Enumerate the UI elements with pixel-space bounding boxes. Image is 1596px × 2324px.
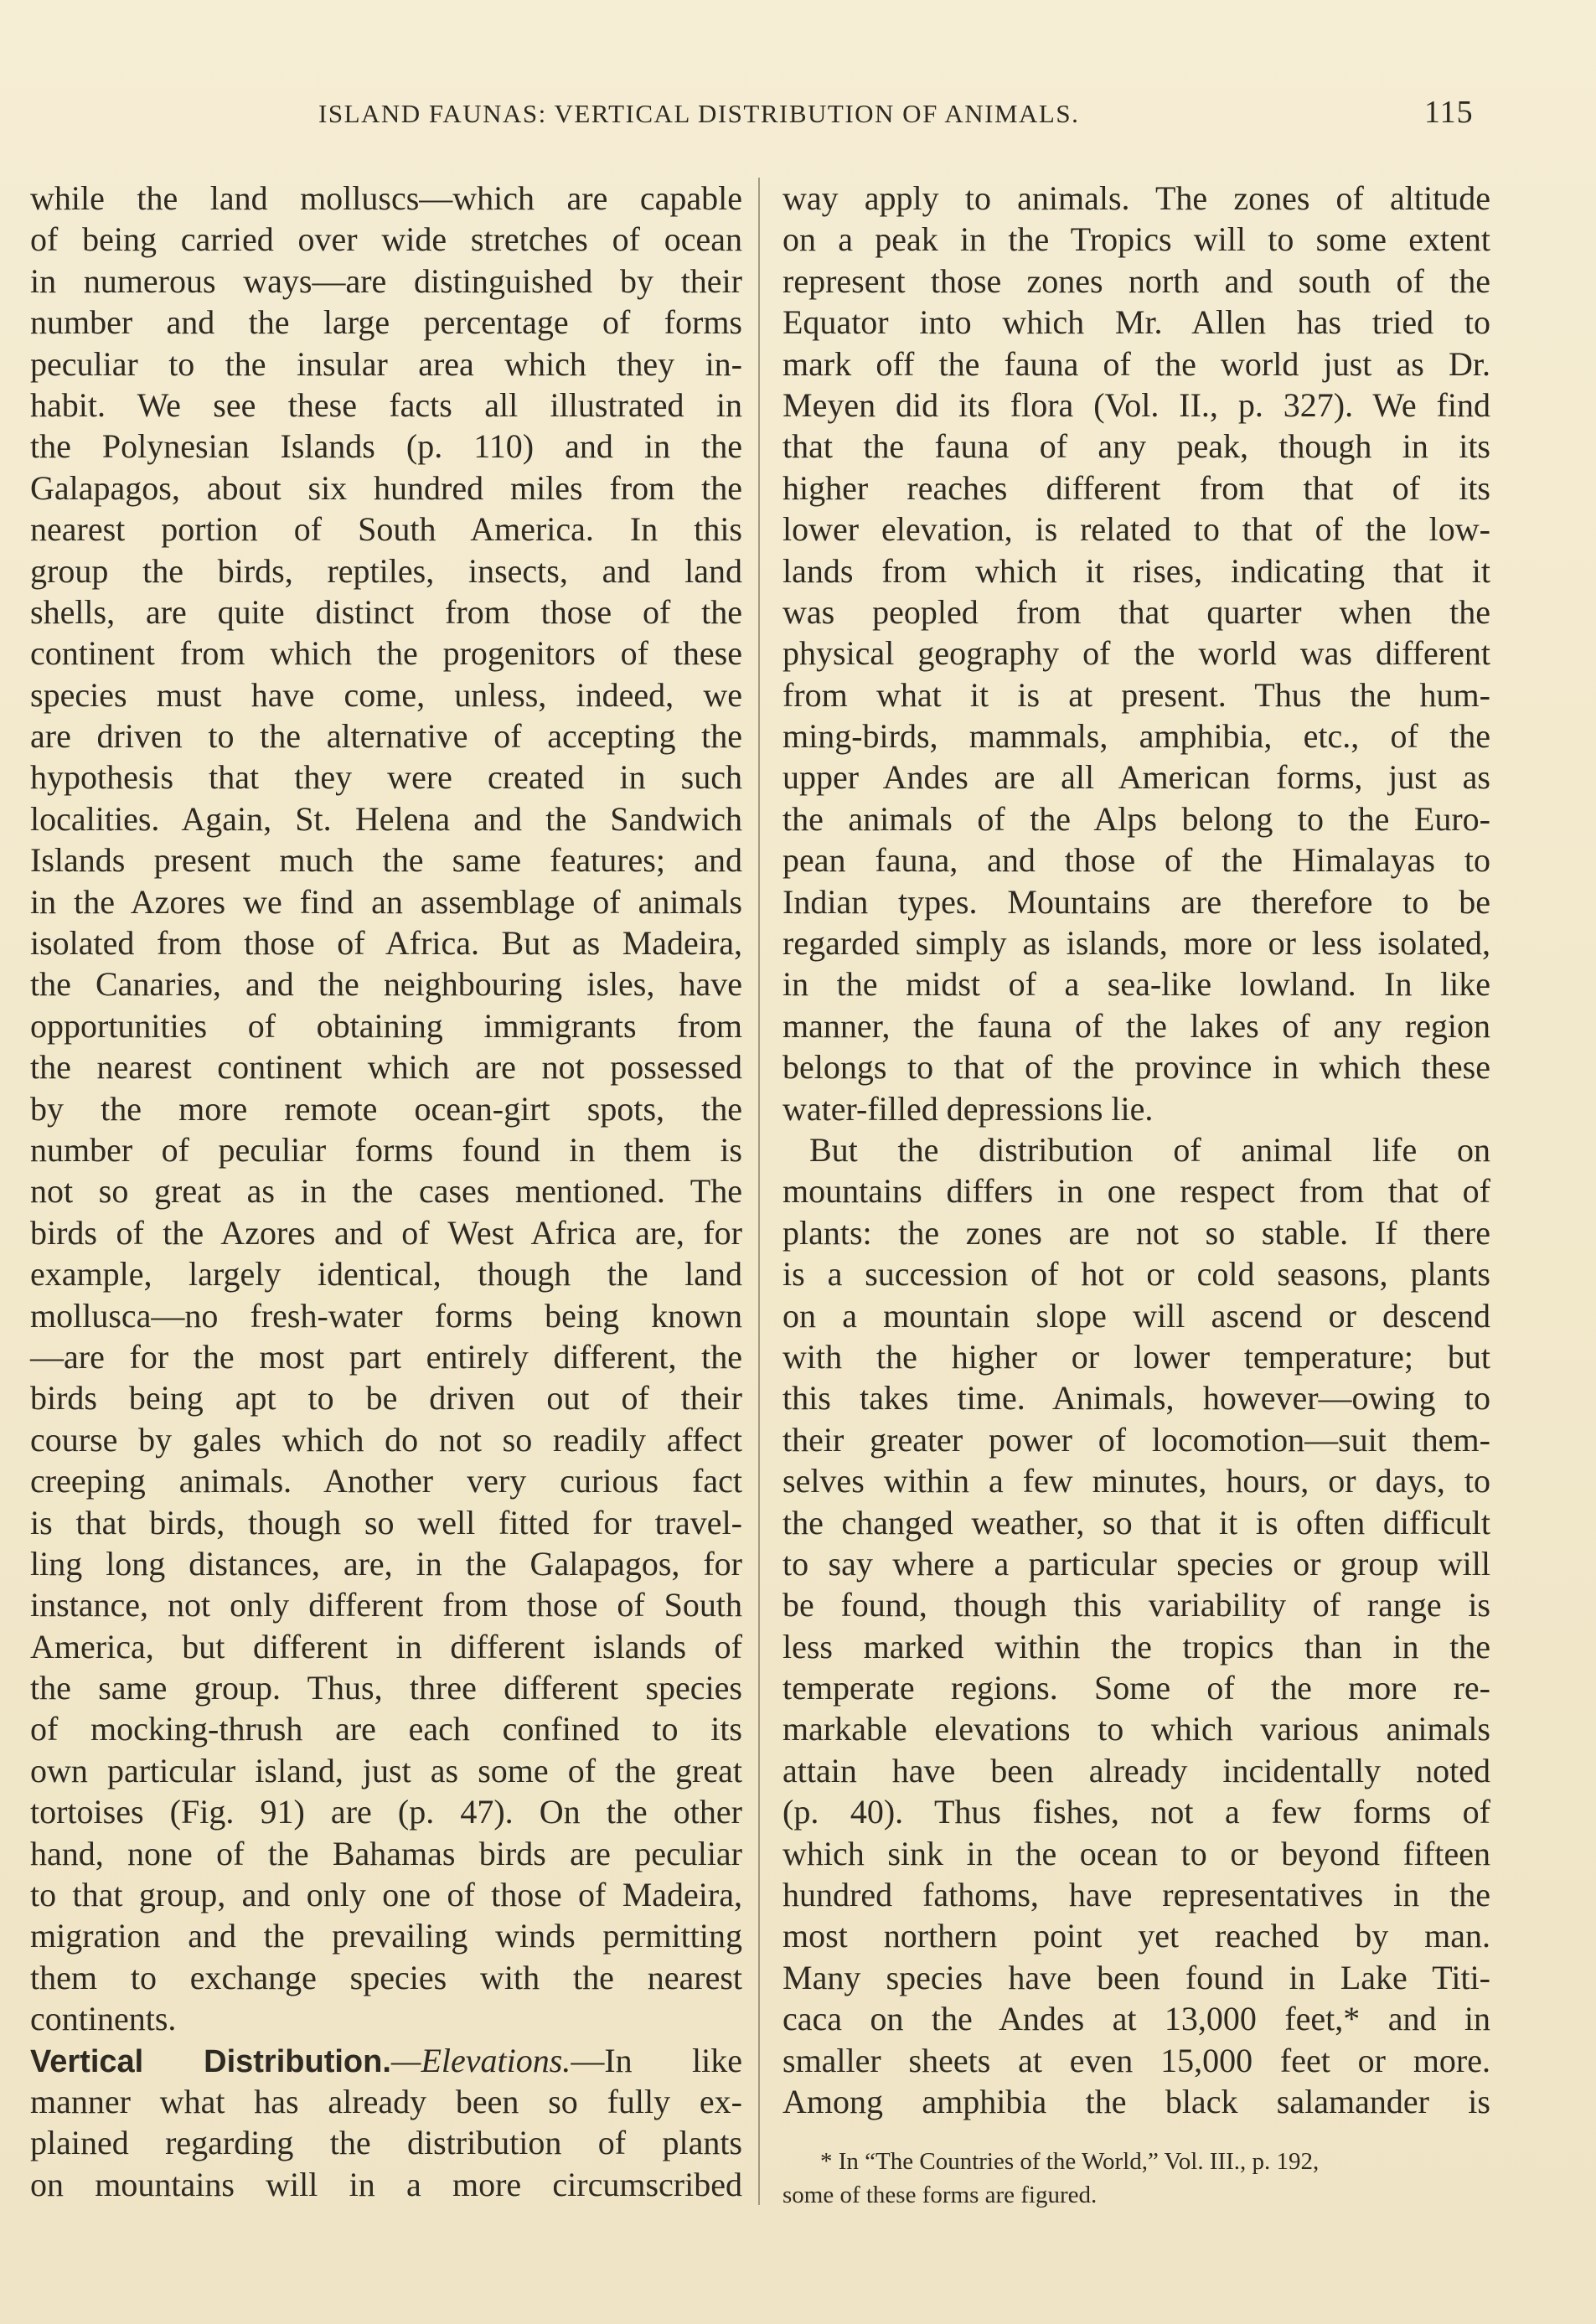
- text-line: higher reaches different from that of its: [783, 468, 1490, 507]
- left-column: [30, 178, 742, 2205]
- text-line: manner what has already been so fully ex-: [30, 2082, 742, 2120]
- page-number: 115: [1424, 95, 1474, 130]
- text-line: shells, are quite distinct from those of the: [30, 592, 742, 631]
- text-line: Equator into which Mr. Allen has tried to: [783, 303, 1490, 342]
- text-line: which sink in the ocean to or beyond fifteen: [783, 1834, 1490, 1872]
- text-line: in the midst of a sea-like lowland. In like: [783, 965, 1490, 1004]
- text-line: with the higher or lower temperature; but: [783, 1337, 1490, 1376]
- text-line: belongs to that of the province in which these: [783, 1048, 1490, 1087]
- text-line: hundred fathoms, have representatives in the: [783, 1876, 1490, 1914]
- text-line: on a mountain slope will ascend or descend: [783, 1296, 1490, 1335]
- text-line: hypothesis that they were created in such: [30, 758, 742, 797]
- text-line: lower elevation, is related to that of the low-: [783, 510, 1490, 549]
- text-line: ming-birds, mammals, amphibia, etc., of the: [783, 717, 1490, 756]
- text-line: physical geography of the world was different: [783, 634, 1490, 673]
- text-line: markable elevations to which various animals: [783, 1710, 1490, 1748]
- section-heading-line: [30, 2040, 742, 2081]
- text-line: temperate regions. Some of the more re-: [783, 1669, 1490, 1707]
- text-line: most northern point yet reached by man.: [783, 1917, 1490, 1955]
- text-line: own particular island, just as some of the great: [30, 1751, 742, 1789]
- text-line: Islands present much the same features; and: [30, 841, 742, 880]
- text-line: the changed weather, so that it is often difficult: [783, 1503, 1490, 1542]
- text-line: by the more remote ocean-girt spots, the: [30, 1089, 742, 1128]
- text-line: tortoises (Fig. 91) are (p. 47). On the other: [30, 1793, 742, 1831]
- text-line: pean fauna, and those of the Himalayas to: [783, 841, 1490, 880]
- text-line: water-filled depressions lie.: [783, 1089, 1154, 1128]
- text-line: Indian types. Mountains are therefore to be: [783, 882, 1490, 921]
- right-paragraph-2: [783, 1129, 1490, 2122]
- text-line: on mountains will in a more circumscribed: [30, 2165, 742, 2203]
- text-line: continents.: [30, 2000, 177, 2038]
- text-line: example, largely identical, though the land: [30, 1255, 742, 1294]
- text-line: peculiar to the insular area which they in-: [30, 344, 742, 383]
- text-line: is a succession of hot or cold seasons, plants: [783, 1255, 1490, 1294]
- text-line: less marked within the tropics than in the: [783, 1627, 1490, 1666]
- text-line: localities. Again, St. Helena and the Sandwich: [30, 799, 742, 838]
- text-line: that the fauna of any peak, though in its: [783, 427, 1490, 466]
- text-line: hand, none of the Bahamas birds are peculiar: [30, 1834, 742, 1872]
- text-line: plained regarding the distribution of plants: [30, 2124, 742, 2162]
- text-line: But the distribution of animal life on: [809, 1130, 1490, 1169]
- text-line: in the Azores we find an assemblage of animals: [30, 882, 742, 921]
- left-paragraph: [30, 178, 742, 2040]
- text-line: in numerous ways—are distinguished by their: [30, 261, 742, 300]
- text-line: while the land molluscs—which are capable: [30, 179, 742, 217]
- right-paragraph: [783, 178, 1490, 1129]
- text-line: the Polynesian Islands (p. 110) and in the: [30, 427, 742, 466]
- text-line: migration and the prevailing winds permitting: [30, 1917, 742, 1955]
- text-line: to that group, and only one of those of Madeira,: [30, 1876, 742, 1914]
- section-heading-rest: —In like: [571, 2041, 742, 2079]
- text-line: opportunities of obtaining immigrants from: [30, 1006, 742, 1045]
- text-line: on a peak in the Tropics will to some extent: [783, 220, 1490, 259]
- text-line: isolated from those of Africa. But as Madeira,: [30, 924, 742, 963]
- text-line: from what it is at present. Thus the hum-: [783, 675, 1490, 714]
- section-heading: Vertical Distribution.: [30, 2043, 391, 2079]
- text-line: attain have been already incidentally noted: [783, 1751, 1490, 1789]
- text-line: Among amphibia the black salamander is: [783, 2082, 1490, 2120]
- running-header: ISLAND FAUNAS: VERTICAL DISTRIBUTION OF ANIMALS.: [318, 99, 1080, 128]
- footnote: [783, 2145, 1490, 2212]
- section-subheading: —Elevations.: [390, 2041, 571, 2079]
- text-line: upper Andes are all American forms, just as: [783, 758, 1490, 797]
- text-line: birds being apt to be driven out of their: [30, 1379, 742, 1418]
- text-line: continent from which the progenitors of these: [30, 634, 742, 673]
- text-line: course by gales which do not so readily affect: [30, 1420, 742, 1459]
- text-line: America, but different in different islands of: [30, 1627, 742, 1666]
- text-line: selves within a few minutes, hours, or days, to: [783, 1462, 1490, 1500]
- text-line: number and the large percentage of forms: [30, 303, 742, 342]
- text-line: mark off the fauna of the world just as Dr.: [783, 344, 1490, 383]
- text-line: plants: the zones are not so stable. If there: [783, 1213, 1490, 1252]
- text-line: nearest portion of South America. In this: [30, 510, 742, 549]
- text-line: regarded simply as islands, more or less isolated,: [783, 924, 1490, 963]
- text-line: —are for the most part entirely different, the: [30, 1337, 742, 1376]
- right-column: [783, 178, 1490, 2122]
- text-line: are driven to the alternative of accepting the: [30, 717, 742, 756]
- text-line: to say where a particular species or group will: [783, 1544, 1490, 1583]
- text-line: the animals of the Alps belong to the Euro-: [783, 799, 1490, 838]
- footnote-line: some of these forms are figured.: [783, 2182, 1098, 2208]
- text-line: the Canaries, and the neighbouring isles, have: [30, 965, 742, 1004]
- text-line: species must have come, unless, indeed, we: [30, 675, 742, 714]
- text-line: was peopled from that quarter when the: [783, 592, 1490, 631]
- text-line: the nearest continent which are not possessed: [30, 1048, 742, 1087]
- text-line: of being carried over wide stretches of ocean: [30, 220, 742, 259]
- text-line: of mocking-thrush are each confined to its: [30, 1710, 742, 1748]
- text-line: (p. 40). Thus fishes, not a few forms of: [783, 1793, 1490, 1831]
- text-line: represent those zones north and south of the: [783, 261, 1490, 300]
- text-line: group the birds, reptiles, insects, and land: [30, 551, 742, 590]
- text-line: this takes time. Animals, however—owing to: [783, 1379, 1490, 1418]
- left-paragraph-continued: [30, 2081, 742, 2205]
- text-line: be found, though this variability of range is: [783, 1586, 1490, 1624]
- text-line: smaller sheets at even 15,000 feet or more.: [783, 2041, 1490, 2079]
- text-line: the same group. Thus, three different species: [30, 1669, 742, 1707]
- text-line: mollusca—no fresh-water forms being known: [30, 1296, 742, 1335]
- text-line: not so great as in the cases mentioned. The: [30, 1172, 742, 1211]
- text-line: them to exchange species with the nearest: [30, 1958, 742, 1996]
- text-line: instance, not only different from those of South: [30, 1586, 742, 1624]
- text-line: manner, the fauna of the lakes of any region: [783, 1006, 1490, 1045]
- text-line: way apply to animals. The zones of altitude: [783, 179, 1490, 217]
- text-line: is that birds, though so well fitted for travel-: [30, 1503, 742, 1542]
- text-line: caca on the Andes at 13,000 feet,* and in: [783, 2000, 1490, 2038]
- text-line: habit. We see these facts all illustrated in: [30, 385, 742, 424]
- text-line: creeping animals. Another very curious fact: [30, 1462, 742, 1500]
- text-line: number of peculiar forms found in them is: [30, 1130, 742, 1169]
- text-line: mountains differs in one respect from that of: [783, 1172, 1490, 1211]
- text-line: lands from which it rises, indicating that it: [783, 551, 1490, 590]
- text-line: Meyen did its flora (Vol. II., p. 327). We find: [783, 385, 1490, 424]
- text-line: Galapagos, about six hundred miles from the: [30, 468, 742, 507]
- text-line: birds of the Azores and of West Africa are, for: [30, 1213, 742, 1252]
- column-divider: [758, 178, 760, 2205]
- text-line: Many species have been found in Lake Titi-: [783, 1958, 1490, 1996]
- text-line: ling long distances, are, in the Galapagos, for: [30, 1544, 742, 1583]
- text-line: their greater power of locomotion—suit them-: [783, 1420, 1490, 1459]
- footnote-line: * In “The Countries of the World,” Vol. III., p. 192,: [820, 2148, 1320, 2175]
